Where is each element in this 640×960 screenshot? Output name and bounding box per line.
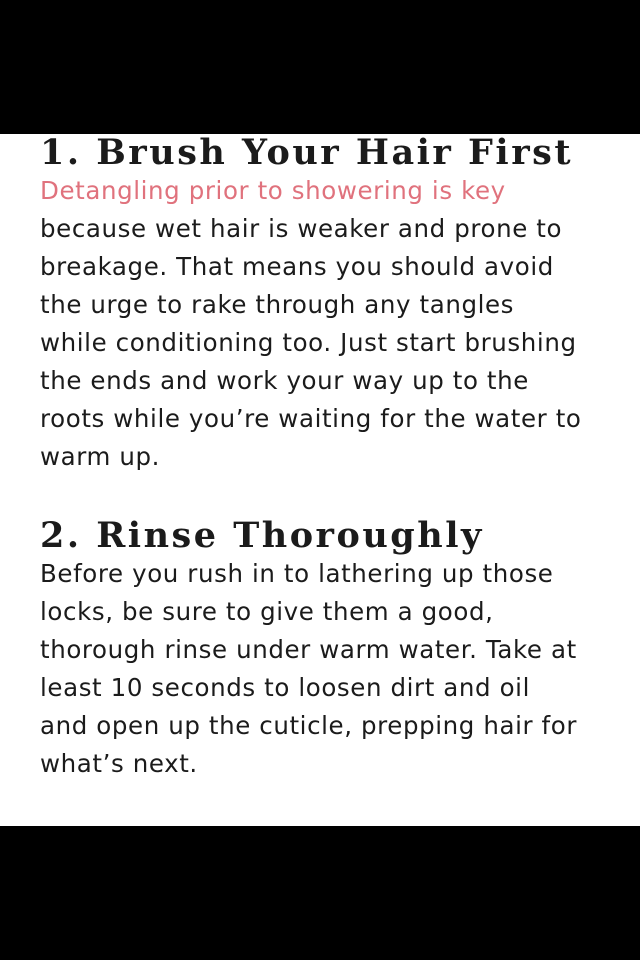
tip-1-line: the urge to rake through any tangles — [40, 290, 515, 319]
tip-1-line: breakage. That means you should avoid — [40, 252, 554, 281]
tip-1-body — [40, 172, 630, 476]
tip-1-line: warm up. — [40, 442, 161, 471]
tip-2-line: least 10 seconds to loosen dirt and oil — [40, 673, 530, 702]
tip-1-line: the ends and work your way up to the — [40, 366, 529, 395]
tip-1-highlight: Detangling prior to showering is key — [40, 176, 506, 205]
tip-2-line: what’s next. — [40, 749, 198, 778]
tip-1-heading: 1. Brush Your Hair First — [40, 134, 574, 173]
tip-2-heading: 2. Rinse Thoroughly — [40, 515, 484, 556]
tip-2-line: locks, be sure to give them a good, — [40, 597, 494, 626]
tip-1-section — [40, 134, 630, 476]
article-content — [0, 134, 640, 826]
tip-2-section — [40, 517, 630, 783]
tip-2-body — [40, 555, 630, 783]
tip-1-line: roots while you’re waiting for the water to — [40, 404, 582, 433]
tip-1-line: while conditioning too. Just start brushing — [40, 328, 577, 357]
tip-2-line: thorough rinse under warm water. Take at — [40, 635, 577, 664]
tip-2-line: Before you rush in to lathering up those — [40, 559, 554, 588]
top-black-bar — [0, 0, 640, 134]
tip-1-line: because wet hair is weaker and prone to — [40, 214, 563, 243]
tip-2-line: and open up the cuticle, prepping hair for — [40, 711, 578, 740]
bottom-black-bar — [0, 826, 640, 960]
